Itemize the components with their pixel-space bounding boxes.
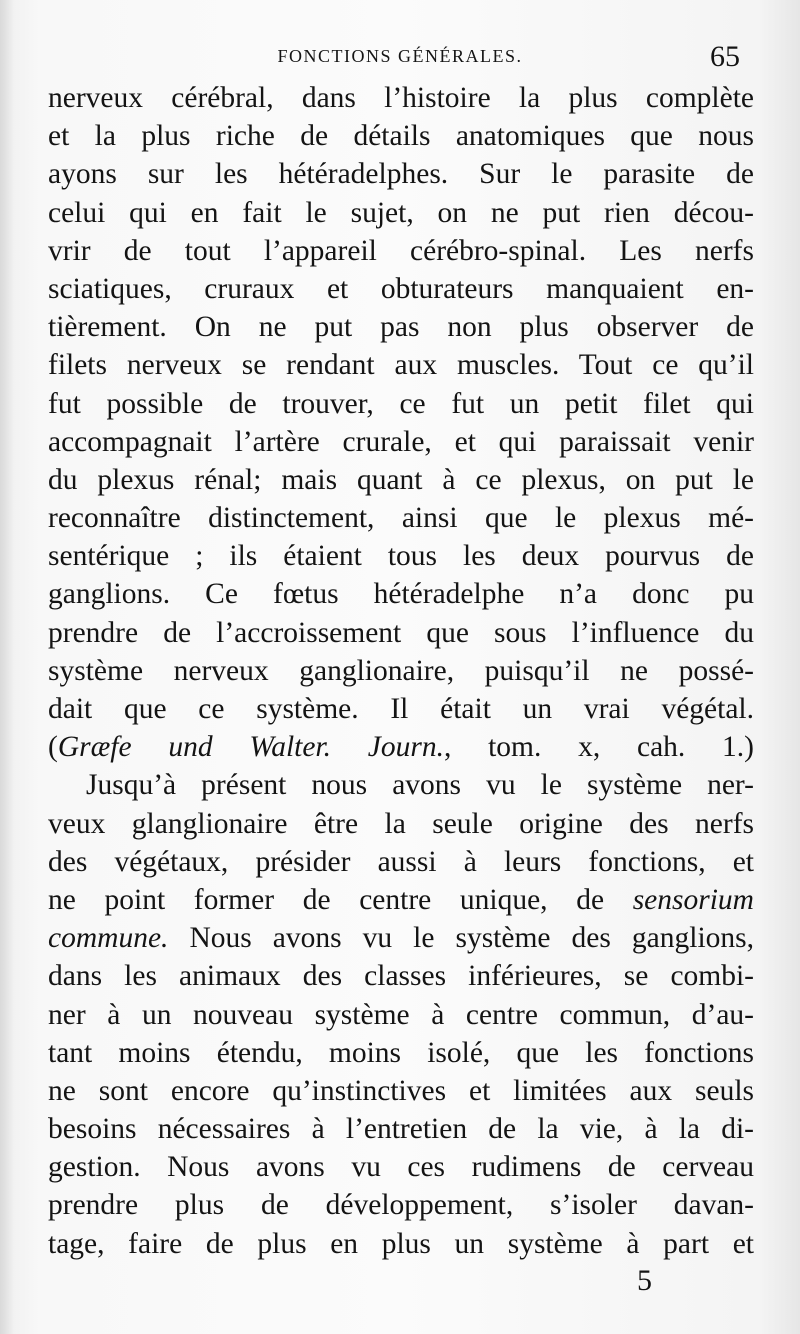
text-line: prendre de l’accroissement que sous l’influence du	[48, 616, 754, 649]
signature-mark: 5	[637, 1264, 652, 1297]
italic-term: commune.	[48, 922, 169, 955]
text-line: accompagnait l’artère crurale, et qui paraissait venir	[48, 425, 754, 458]
text-line: gestion. Nous avons vu ces rudimens de cerveau	[48, 1151, 754, 1184]
running-head: FONCTIONS GÉNÉRALES.	[277, 46, 523, 66]
text-line-with-italic	[48, 881, 754, 919]
text-line: tièrement. On ne put pas non plus observer de	[48, 311, 754, 344]
text-line: reconnaître distinctement, ainsi que le plexus mé-	[48, 502, 754, 535]
text-line-with-italic	[48, 919, 754, 957]
text-line: celui qui en fait le sujet, on ne put rien décou-	[48, 196, 754, 229]
text-line: ner à un nouveau système à centre commun, d’au-	[48, 998, 754, 1031]
text-line: dait que ce système. Il était un vrai végétal.	[48, 693, 754, 725]
text-line: sciatiques, cruraux et obturateurs manquaient en-	[48, 272, 754, 305]
page-header	[48, 38, 752, 78]
text-line: du plexus rénal; mais quant à ce plexus, on put le	[48, 463, 754, 496]
citation-details: , tom. x, cah. 1.)	[443, 731, 754, 764]
text-line: prendre plus de développement, s’isoler davan-	[48, 1189, 754, 1222]
text-line: ne sont encore qu’instinctives et limitées aux seuls	[48, 1074, 754, 1107]
paragraph-start-line: Jusqu’à présent nous avons vu le système ner-	[86, 769, 754, 802]
citation-journal: Græfe und Walter. Journ.	[57, 731, 444, 764]
italic-term: sensorium	[632, 883, 754, 916]
text-line: ganglions. Ce fœtus hétéradelphe n’a donc pu	[48, 578, 754, 611]
text-segment: Nous avons vu le système des ganglions,	[168, 922, 754, 955]
text-line: vrir de tout l’appareil cérébro-spinal. Les nerfs	[48, 234, 754, 267]
text-line: ayons sur les hétéradelphes. Sur le parasite de	[48, 158, 754, 191]
text-line: et la plus riche de détails anatomiques que nous	[48, 120, 754, 153]
text-line: tant moins étendu, moins isolé, que les fonctions	[48, 1036, 754, 1069]
text-line: des végétaux, présider aussi à leurs fonctions, et	[48, 845, 754, 878]
text-segment: ne point former de centre unique, de	[48, 883, 605, 916]
body-text	[48, 79, 754, 1263]
text-line: nerveux cérébral, dans l’histoire la plus complète	[48, 82, 754, 114]
text-line: besoins nécessaires à l’entretien de la vie, à la di-	[48, 1113, 754, 1146]
citation-open-paren: (	[48, 731, 58, 764]
text-line: veux glanglionaire être la seule origine des nerfs	[48, 807, 754, 840]
text-line: filets nerveux se rendant aux muscles. Tout ce qu’il	[48, 349, 754, 382]
text-line: fut possible de trouver, ce fut un petit filet qui	[48, 387, 754, 420]
text-line: dans les animaux des classes inférieures, se combi-	[48, 960, 754, 993]
text-line: sentérique ; ils étaient tous les deux pourvus de	[48, 540, 754, 573]
page-number: 65	[710, 40, 740, 73]
text-line: système nerveux ganglionaire, puisqu’il ne possé-	[48, 654, 754, 687]
text-line: tage, faire de plus en plus un système à part et	[48, 1227, 754, 1260]
page-gutter-shadow	[0, 0, 14, 1334]
citation-line	[48, 728, 754, 766]
